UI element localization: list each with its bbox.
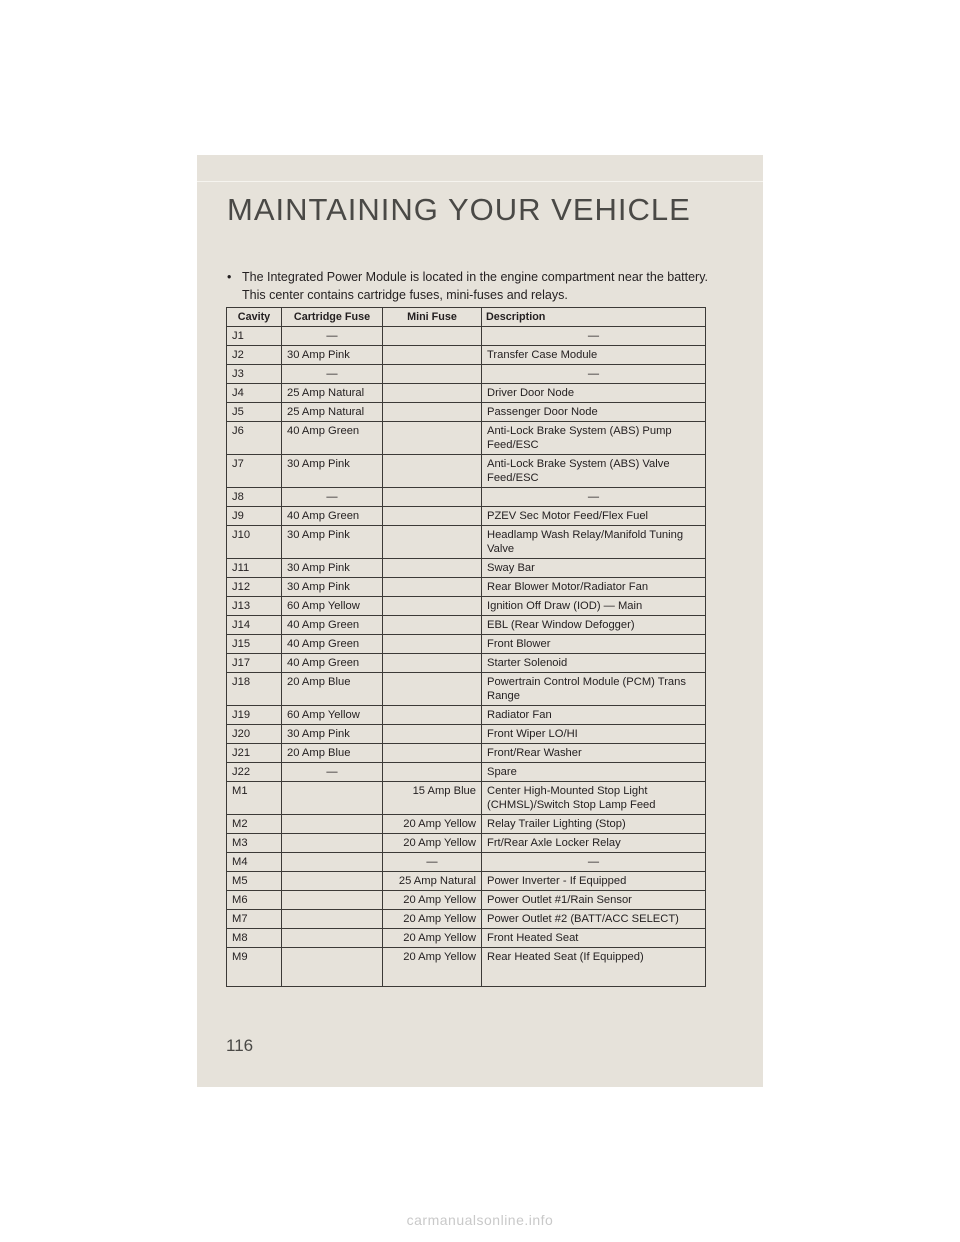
mini-fuse-cell (383, 559, 482, 578)
header-cavity: Cavity (227, 308, 282, 327)
cartridge-fuse-cell: 40 Amp Green (282, 616, 383, 635)
description-cell: Rear Heated Seat (If Equipped) (482, 948, 706, 987)
header-description: Description (482, 308, 706, 327)
page-number: 116 (226, 1036, 254, 1055)
cartridge-fuse-cell: 30 Amp Pink (282, 578, 383, 597)
cartridge-fuse-cell (282, 891, 383, 910)
cartridge-fuse-cell: — (282, 763, 383, 782)
intro-line-1: The Integrated Power Module is located in the engine compartment near the battery. (242, 270, 709, 284)
cavity-cell: J13 (227, 597, 282, 616)
mini-fuse-cell (383, 507, 482, 526)
mini-fuse-cell (383, 616, 482, 635)
table-row (227, 578, 706, 597)
cartridge-fuse-cell (282, 872, 383, 891)
cavity-cell: M4 (227, 853, 282, 872)
mini-fuse-cell (383, 384, 482, 403)
cavity-cell: M3 (227, 834, 282, 853)
table-row (227, 929, 706, 948)
mini-fuse-cell (383, 455, 482, 488)
cavity-cell: M2 (227, 815, 282, 834)
cartridge-fuse-cell: 40 Amp Green (282, 635, 383, 654)
cavity-cell: M9 (227, 948, 282, 987)
table-row (227, 782, 706, 815)
cavity-cell: M1 (227, 782, 282, 815)
description-cell: Ignition Off Draw (IOD) — Main (482, 597, 706, 616)
description-cell: Relay Trailer Lighting (Stop) (482, 815, 706, 834)
cartridge-fuse-cell: 60 Amp Yellow (282, 597, 383, 616)
table-row (227, 853, 706, 872)
description-cell: Power Outlet #2 (BATT/ACC SELECT) (482, 910, 706, 929)
header-cartridge-fuse: Cartridge Fuse (282, 308, 383, 327)
mini-fuse-cell: 20 Amp Yellow (383, 834, 482, 853)
description-cell: Front/Rear Washer (482, 744, 706, 763)
table-row (227, 403, 706, 422)
cavity-cell: J18 (227, 673, 282, 706)
intro-line-2: This center contains cartridge fuses, mini-fuses and relays. (242, 288, 568, 302)
description-cell: EBL (Rear Window Defogger) (482, 616, 706, 635)
mini-fuse-cell (383, 578, 482, 597)
cavity-cell: J20 (227, 725, 282, 744)
description-cell: Front Heated Seat (482, 929, 706, 948)
description-cell: — (482, 327, 706, 346)
mini-fuse-cell (383, 706, 482, 725)
header-mini-fuse: Mini Fuse (383, 308, 482, 327)
description-cell: Front Wiper LO/HI (482, 725, 706, 744)
mini-fuse-cell (383, 763, 482, 782)
cartridge-fuse-cell: 25 Amp Natural (282, 403, 383, 422)
cavity-cell: J4 (227, 384, 282, 403)
description-cell: Power Outlet #1/Rain Sensor (482, 891, 706, 910)
page-title: MAINTAINING YOUR VEHICLE (227, 192, 691, 227)
cavity-cell: J19 (227, 706, 282, 725)
cartridge-fuse-cell (282, 929, 383, 948)
table-row (227, 455, 706, 488)
table-row (227, 384, 706, 403)
table-row (227, 910, 706, 929)
cartridge-fuse-cell: 30 Amp Pink (282, 455, 383, 488)
mini-fuse-cell: 15 Amp Blue (383, 782, 482, 815)
cartridge-fuse-cell (282, 782, 383, 815)
cartridge-fuse-cell: 30 Amp Pink (282, 346, 383, 365)
cavity-cell: J17 (227, 654, 282, 673)
mini-fuse-cell (383, 744, 482, 763)
fuse-table (226, 307, 706, 987)
watermark: carmanualsonline.info (406, 1212, 554, 1228)
description-cell: Front Blower (482, 635, 706, 654)
cartridge-fuse-cell: — (282, 365, 383, 384)
mini-fuse-cell (383, 597, 482, 616)
cavity-cell: J21 (227, 744, 282, 763)
mini-fuse-cell: 20 Amp Yellow (383, 929, 482, 948)
description-cell: Spare (482, 763, 706, 782)
table-row (227, 654, 706, 673)
description-cell: — (482, 853, 706, 872)
cavity-cell: J1 (227, 327, 282, 346)
cavity-cell: J7 (227, 455, 282, 488)
table-row (227, 744, 706, 763)
description-cell: Passenger Door Node (482, 403, 706, 422)
cartridge-fuse-cell (282, 834, 383, 853)
table-row (227, 597, 706, 616)
table-row (227, 673, 706, 706)
mini-fuse-cell: 20 Amp Yellow (383, 815, 482, 834)
cartridge-fuse-cell: 40 Amp Green (282, 422, 383, 455)
cartridge-fuse-cell (282, 853, 383, 872)
cartridge-fuse-cell: 25 Amp Natural (282, 384, 383, 403)
cartridge-fuse-cell: 30 Amp Pink (282, 526, 383, 559)
mini-fuse-cell: — (383, 853, 482, 872)
cavity-cell: J12 (227, 578, 282, 597)
description-cell: Driver Door Node (482, 384, 706, 403)
description-cell: Power Inverter - If Equipped (482, 872, 706, 891)
mini-fuse-cell (383, 422, 482, 455)
table-row (227, 365, 706, 384)
cavity-cell: J6 (227, 422, 282, 455)
table-row (227, 834, 706, 853)
cartridge-fuse-cell: 20 Amp Blue (282, 744, 383, 763)
mini-fuse-cell: 25 Amp Natural (383, 872, 482, 891)
cavity-cell: J2 (227, 346, 282, 365)
description-cell: Sway Bar (482, 559, 706, 578)
mini-fuse-cell (383, 488, 482, 507)
description-cell: Anti-Lock Brake System (ABS) Valve Feed/ESC (482, 455, 706, 488)
description-cell: Center High-Mounted Stop Light (CHMSL)/Switch Stop Lamp Feed (482, 782, 706, 815)
cartridge-fuse-cell: 20 Amp Blue (282, 673, 383, 706)
cavity-cell: J10 (227, 526, 282, 559)
mini-fuse-cell (383, 635, 482, 654)
cartridge-fuse-cell: 30 Amp Pink (282, 559, 383, 578)
mini-fuse-cell (383, 673, 482, 706)
manual-page (197, 155, 763, 1087)
cartridge-fuse-cell (282, 910, 383, 929)
table-row (227, 891, 706, 910)
cartridge-fuse-cell: 40 Amp Green (282, 507, 383, 526)
cartridge-fuse-cell: 60 Amp Yellow (282, 706, 383, 725)
cavity-cell: J11 (227, 559, 282, 578)
cavity-cell: J14 (227, 616, 282, 635)
cavity-cell: J22 (227, 763, 282, 782)
cavity-cell: J8 (227, 488, 282, 507)
table-row (227, 948, 706, 987)
mini-fuse-cell (383, 346, 482, 365)
bullet-icon: • (227, 270, 232, 284)
table-row (227, 872, 706, 891)
cavity-cell: M5 (227, 872, 282, 891)
table-row (227, 706, 706, 725)
mini-fuse-cell: 20 Amp Yellow (383, 891, 482, 910)
table-header-row (227, 308, 706, 327)
cartridge-fuse-cell: 40 Amp Green (282, 654, 383, 673)
cartridge-fuse-cell (282, 815, 383, 834)
table-row (227, 616, 706, 635)
description-cell: Rear Blower Motor/Radiator Fan (482, 578, 706, 597)
description-cell: — (482, 365, 706, 384)
mini-fuse-cell: 20 Amp Yellow (383, 910, 482, 929)
description-cell: — (482, 488, 706, 507)
mini-fuse-cell (383, 725, 482, 744)
table-row (227, 327, 706, 346)
cavity-cell: M6 (227, 891, 282, 910)
table-row (227, 725, 706, 744)
description-cell: Frt/Rear Axle Locker Relay (482, 834, 706, 853)
intro-paragraph (227, 268, 747, 304)
description-cell: Transfer Case Module (482, 346, 706, 365)
mini-fuse-cell: 20 Amp Yellow (383, 948, 482, 987)
cartridge-fuse-cell: 30 Amp Pink (282, 725, 383, 744)
description-cell: Anti-Lock Brake System (ABS) Pump Feed/ESC (482, 422, 706, 455)
description-cell: Powertrain Control Module (PCM) Trans Range (482, 673, 706, 706)
description-cell: PZEV Sec Motor Feed/Flex Fuel (482, 507, 706, 526)
mini-fuse-cell (383, 403, 482, 422)
mini-fuse-cell (383, 365, 482, 384)
table-row (227, 635, 706, 654)
cavity-cell: J3 (227, 365, 282, 384)
table-row (227, 559, 706, 578)
cavity-cell: J5 (227, 403, 282, 422)
table-row (227, 507, 706, 526)
description-cell: Headlamp Wash Relay/Manifold Tuning Valve (482, 526, 706, 559)
cartridge-fuse-cell: — (282, 327, 383, 346)
mini-fuse-cell (383, 327, 482, 346)
cartridge-fuse-cell (282, 948, 383, 987)
description-cell: Starter Solenoid (482, 654, 706, 673)
cavity-cell: J9 (227, 507, 282, 526)
table-row (227, 422, 706, 455)
fuse-table-body (227, 327, 706, 987)
top-rule (197, 181, 763, 182)
cavity-cell: J15 (227, 635, 282, 654)
table-row (227, 526, 706, 559)
description-cell: Radiator Fan (482, 706, 706, 725)
mini-fuse-cell (383, 654, 482, 673)
cavity-cell: M8 (227, 929, 282, 948)
cavity-cell: M7 (227, 910, 282, 929)
table-row (227, 488, 706, 507)
mini-fuse-cell (383, 526, 482, 559)
table-row (227, 763, 706, 782)
table-row (227, 815, 706, 834)
table-row (227, 346, 706, 365)
cartridge-fuse-cell: — (282, 488, 383, 507)
